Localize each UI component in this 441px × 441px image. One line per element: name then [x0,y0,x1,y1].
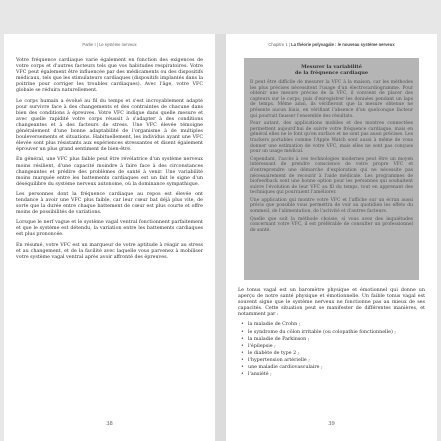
left-page-body [16,58,203,265]
sidebar-paragraph: Cependant, l'accès à ces technologies modernes peut être un moyen intéressant de prendre conscience de votre propre VFC et d'entreprendre une démarche d'exploration qui ne nécessite pas nécessairement de recourir à l'aide médicale. Les programmes de biofeedback sont une bonne option pour les personnes qui souhaitent suivre l'évolution de leur VFC au fil du temps, tout en apprenant des techniques qui pourraient l'améliorer. [250,156,413,196]
list-item: • la maladie de Parkinson ; [248,337,425,343]
right-running-head [226,42,437,47]
list-item: • la maladie de Crohn ; [248,322,425,328]
sidebar-title-line: de la fréquence cardiaque [294,70,369,76]
running-head-chapter: Chapitre 1 | [268,42,290,47]
sidebar-paragraph: Il peut être difficile de mesurer la VFC à la maison, car les méthodes les plus précises nécessitent l'usage d'un électrocardiogramme. Pour obtenir une mesure précise de la VFC, il convient de placer des capteurs sur le corps, puis d'enregistrer les données pendant un laps de temps. Même ainsi, ils vérifieront que la mesure obtenue ne présente aucun biais, en vérifiant l'absence d'un quelconque facteur qui pourrait fausser l'ensemble des résultats. [250,80,413,119]
right-intro-paragraph: Le tonus vagal est un baromètre physique et émotionnel qui donne un aperçu de notre santé physique et émotionnelle. Un faible tonus vagal est souvent signe que le système nerveux ne fonctionne pas au mieux de ses capacités. Cette situation peut se manifester de différentes manières, et notamment par : [238,288,425,318]
left-paragraph: Les personnes dont la fréquence cardiaque au repos est élevée ont tendance à avoir une VFC plus faible, car leur cœur bat déjà plus vite, de sorte que la durée entre chaque battement de cœur est plus courte et offre moins de possibilités de variations. [16,191,203,216]
sidebar-paragraph: Une application qui montre votre VFC et l'affiche sur un écran aussi précis que possible vous permettra de voir au quotidien les effets du sommeil, de l'alimentation, de l'activité et d'autres facteurs. [250,197,413,215]
right-page-body [238,288,425,379]
list-item: • l'épilepsie ; [248,344,425,350]
book-gutter [215,34,226,441]
right-page [226,34,437,441]
left-paragraph: Lorsque le nerf vague et le système vagal ventral fonctionnent parfaitement et que le système est détendu, la variation entre les battements cardiaques est plus prononcée. [16,220,203,238]
sidebar-title-line: Mesurer la variabilité [301,64,362,70]
sidebar-box [244,58,419,280]
left-page [4,34,215,441]
right-page-number: 39 [328,421,335,427]
left-paragraph: En général, une VFC plus faible peut être révélatrice d'un système nerveux moins résilient, d'une capacité moindre à faire face à des circonstances changeantes et prédire des problèmes de santé à venir. Une variabilité moins marquée entre les battements cardiaques est un fait le signe d'un déséquilibre du système nerveux autonome, où la dominance sympathique. [16,157,203,187]
condition-list [238,322,425,378]
list-item: • le diabète de type 2 ; [248,351,425,357]
list-item: • une maladie cardiovasculaire ; [248,365,425,371]
list-item: • le syndrome du côlon irritable (ou colopathie fonctionnelle) ; [248,330,425,336]
running-head-title: La théorie polyvagale : le nouveau système nerveux [291,42,395,47]
list-item: • l'hypertension artérielle ; [248,358,425,364]
sidebar-paragraph: Pour autant, des applications mobiles et des montres connectées permettent aujourd'hui de suivre votre fréquence cardiaque, mais en général elles ne le font qu'en surface et ne sont pas aussi précises. Les trackers portables comme l'Apple Watch sont aussi à même de vous donner une estimation de votre VFC, mais elles ne sont pas conçues pour un usage médical. [250,121,413,155]
left-paragraph: En résumé, votre VFC est un marqueur de votre aptitude à réagir au stress et au changement, et de la facilité avec laquelle vous parvenez à mobiliser votre système vagal ventral après avoir affronté des épreuves. [16,242,203,260]
left-paragraph: Le corps humain a évolué au fil du temps et s'est incroyablement adapté pour survivre face à des changements et des contraintes de chacune dans bien des conditions à épreuves. Votre VFC indique dans quelle mesure et avec quelle rapidité votre corps réussit à s'adapter à des conditions changeantes et à des facteurs de stress. Une VFC élevée témoigne généralement d'une bonne adaptabilité de l'organisme à de multiples bouleversements et situations. Habituellement, les individus ayant une VFC élevée sont plus résistants aux expériences stressantes et disent également éprouver un plus grand sentiment de bien-être. [16,98,203,153]
left-paragraph: Votre fréquence cardiaque varie également en fonction des exigences de votre corps et d'autres facteurs tels que vos habitudes respiratoires. Votre VFC peut également être influencée par des médicaments ou des dispositifs médicaux, tels que les stimulateurs cardiaques (dispositifs implantés dans la poitrine pour corriger les troubles cardiaques). Avec l'âge, votre VFC globale se réduira naturellement. [16,58,203,94]
sidebar-paragraph: Quelle que soit la méthode choisie, si vous avez des inquiétudes concernant votre VFC, il est préférable de consulter un professionnel de santé. [250,216,413,233]
left-running-head: Partie I | Le système nerveux [82,42,137,47]
list-item: • l'anxiété ; [248,372,425,378]
sidebar-box-title [250,64,413,76]
left-page-number: 38 [106,421,113,427]
